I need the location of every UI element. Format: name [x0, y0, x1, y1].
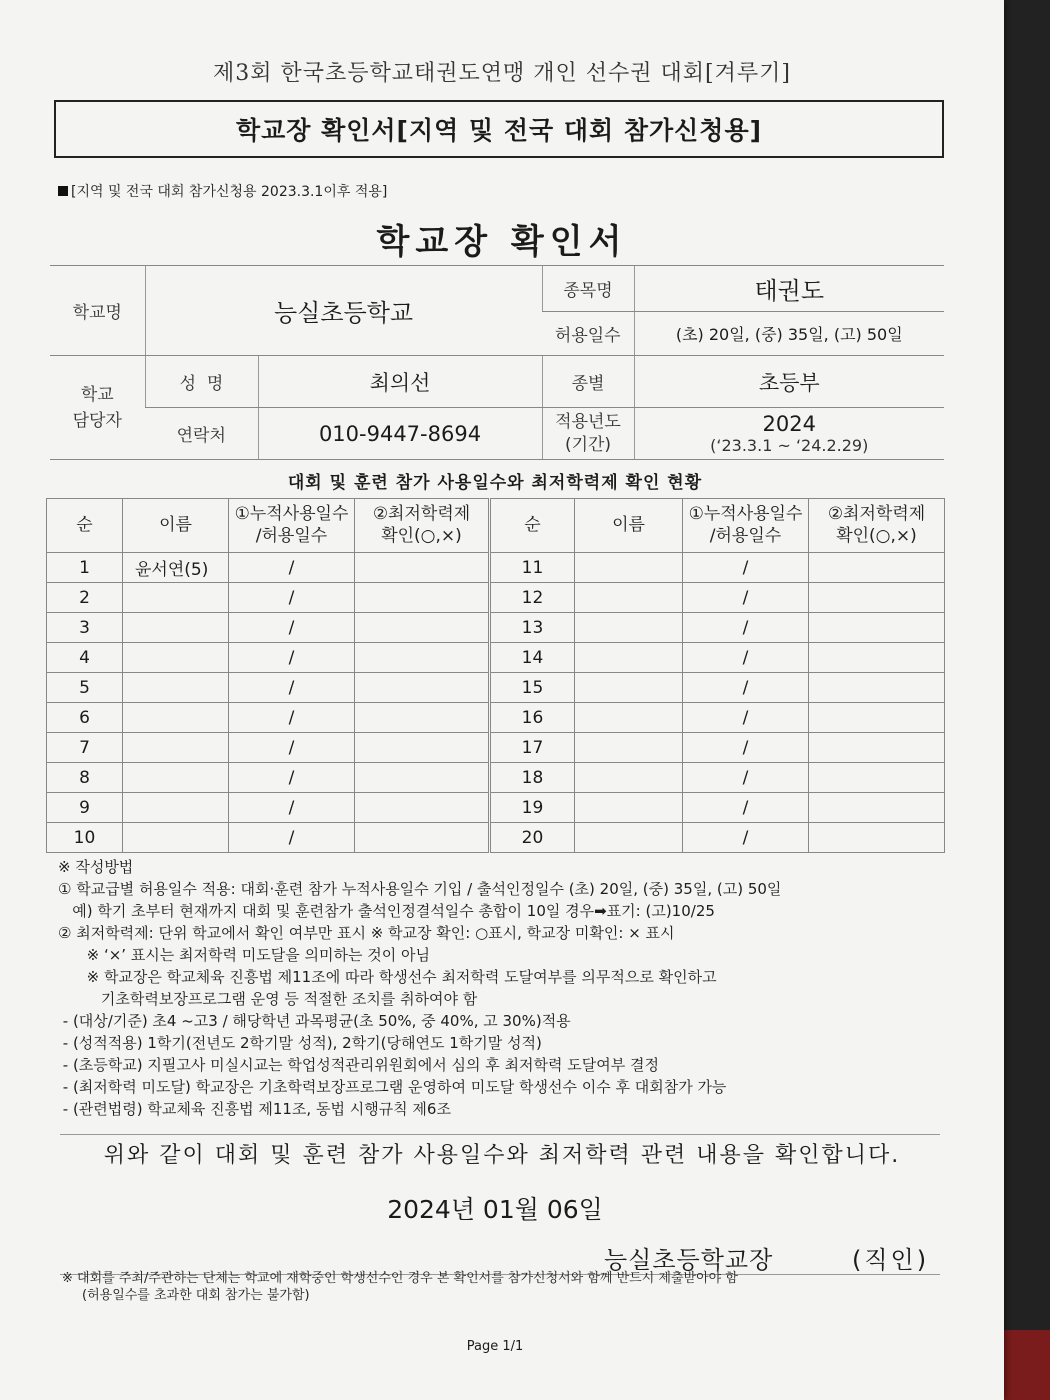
name-value: 최의선 — [258, 356, 542, 408]
method-line: 기초학력보장프로그램 운영 등 적절한 조치를 취하여야 함 — [58, 990, 478, 1008]
table-row — [47, 793, 489, 823]
row-number: 10 — [47, 823, 123, 853]
row-number: 13 — [491, 613, 575, 643]
principal-name: 능실초등학교장 — [604, 1246, 774, 1274]
row-name — [575, 763, 683, 793]
method-line: - (초등학교) 지필고사 미실시교는 학업성적관리위원회에서 심의 후 최저학력 도달여부 결정 — [58, 1056, 659, 1074]
row-name — [575, 583, 683, 613]
event-value: 태권도 — [634, 266, 944, 312]
allowed-days-label: 허용일수 — [542, 312, 634, 356]
row-days: / — [229, 583, 355, 613]
row-name — [575, 733, 683, 763]
row-min-check — [355, 643, 489, 673]
table-row — [47, 583, 489, 613]
row-min-check — [355, 613, 489, 643]
row-min-check — [355, 673, 489, 703]
col-name: 이름 — [575, 499, 683, 553]
info-table — [50, 265, 944, 460]
col-no: 순 — [491, 499, 575, 553]
row-number: 3 — [47, 613, 123, 643]
row-days: / — [229, 613, 355, 643]
row-days: / — [229, 643, 355, 673]
table-row — [47, 613, 489, 643]
table-row — [47, 673, 489, 703]
row-number: 7 — [47, 733, 123, 763]
roster-table-right — [490, 498, 945, 853]
contact-value: 010-9447-8694 — [258, 408, 542, 460]
method-line: - (최저학력 미도달) 학교장은 기초학력보장프로그램 운영하여 미도달 학생선수 이수 후 대회참가 가능 — [58, 1078, 727, 1096]
table-row — [491, 673, 945, 703]
method-line: ① 학교급별 허용일수 적용: 대회·훈련 참가 누적사용일수 기입 / 출석인정일수 (초) 20일, (중) 35일, (고) 50일 — [58, 880, 782, 898]
row-name — [123, 733, 229, 763]
table-row — [491, 823, 945, 853]
divider — [60, 1134, 940, 1135]
confirm-text: 위와 같이 대회 및 훈련 참가 사용일수와 최저학력 관련 내용을 확인합니다. — [103, 1143, 901, 1168]
form-title: 학교장 확인서 — [376, 222, 628, 262]
row-min-check — [809, 583, 945, 613]
year-value: 2024 — [762, 412, 816, 436]
apply-note — [58, 181, 387, 201]
row-name: 윤서연(5) — [123, 553, 229, 583]
method-line: - (관련법령) 학교체육 진흥법 제11조, 동법 시행규칙 제6조 — [58, 1100, 451, 1118]
row-number: 11 — [491, 553, 575, 583]
row-min-check — [809, 673, 945, 703]
table-row — [491, 583, 945, 613]
row-number: 17 — [491, 733, 575, 763]
row-days: / — [229, 673, 355, 703]
category-value: 초등부 — [634, 356, 944, 408]
row-days: / — [683, 553, 809, 583]
row-name — [123, 613, 229, 643]
row-days: / — [683, 643, 809, 673]
row-number: 8 — [47, 763, 123, 793]
row-min-check — [809, 553, 945, 583]
row-number: 15 — [491, 673, 575, 703]
roster-title: 대회 및 훈련 참가 사용일수와 최저학력제 확인 현황 — [287, 473, 703, 493]
table-row — [47, 763, 489, 793]
contact-label: 연락처 — [145, 408, 258, 460]
row-min-check — [355, 823, 489, 853]
row-name — [123, 703, 229, 733]
row-days: / — [229, 823, 355, 853]
row-min-check — [809, 763, 945, 793]
footnote-line: (허용일수를 초과한 대회 참가는 불가함) — [82, 1288, 310, 1303]
seal-label: (직인) — [852, 1246, 930, 1274]
row-number: 20 — [491, 823, 575, 853]
row-name — [123, 823, 229, 853]
square-bullet-icon — [58, 186, 68, 196]
name-label: 성 명 — [145, 356, 258, 408]
table-row — [491, 733, 945, 763]
row-days: / — [229, 553, 355, 583]
apply-note-text: [지역 및 전국 대회 참가신청용 2023.3.1이후 적용] — [71, 184, 388, 200]
allowed-days-value: (초) 20일, (중) 35일, (고) 50일 — [634, 312, 944, 356]
row-name — [123, 643, 229, 673]
row-min-check — [809, 733, 945, 763]
table-row — [491, 643, 945, 673]
row-min-check — [809, 793, 945, 823]
row-name — [575, 553, 683, 583]
row-days: / — [683, 613, 809, 643]
method-line: - (성적적용) 1학기(전년도 2학기말 성적), 2학기(당해연도 1학기말 성적) — [58, 1034, 542, 1052]
row-number: 12 — [491, 583, 575, 613]
row-days: / — [683, 823, 809, 853]
category-label: 종별 — [542, 356, 634, 408]
row-number: 6 — [47, 703, 123, 733]
table-row — [491, 793, 945, 823]
col-name: 이름 — [123, 499, 229, 553]
row-number: 2 — [47, 583, 123, 613]
method-line: ② 최저학력제: 단위 학교에서 확인 여부만 표시 ※ 학교장 확인: ○표시, 학교장 미확인: × 표시 — [58, 924, 675, 942]
table-row — [47, 643, 489, 673]
event-title: 제3회 한국초등학교태권도연맹 개인 선수권 대회[겨루기] — [213, 61, 791, 86]
boxed-title: 학교장 확인서[지역 및 전국 대회 참가신청용] — [54, 100, 944, 158]
row-min-check — [355, 763, 489, 793]
school-value: 능실초등학교 — [145, 266, 542, 356]
row-days: / — [229, 793, 355, 823]
row-name — [575, 823, 683, 853]
row-days: / — [683, 733, 809, 763]
row-number: 16 — [491, 703, 575, 733]
row-days: / — [229, 703, 355, 733]
col-min: ②최저학력제 확인(○,×) — [809, 499, 945, 553]
row-days: / — [683, 583, 809, 613]
method-line: ※ 학교장은 학교체육 진흥법 제11조에 따라 학생선수 최저학력 도달여부를 의무적으로 확인하고 — [58, 968, 717, 986]
row-name — [575, 673, 683, 703]
table-row — [47, 553, 489, 583]
year-label: 적용년도 (기간) — [542, 408, 634, 460]
row-days: / — [683, 793, 809, 823]
row-days: / — [683, 703, 809, 733]
col-min: ②최저학력제 확인(○,×) — [355, 499, 489, 553]
row-min-check — [355, 733, 489, 763]
row-min-check — [809, 643, 945, 673]
method-line: - (대상/기준) 초4 ~고3 / 해당학년 과목평균(초 50%, 중 40%, 고 30%)적용 — [58, 1012, 571, 1030]
footnote-line: ※ 대회를 주최/주관하는 단체는 학교에 재학중인 학생선수인 경우 본 확인서를 참가신청서와 함께 반드시 제출받아야 함 — [62, 1271, 738, 1286]
row-number: 4 — [47, 643, 123, 673]
table-row — [491, 553, 945, 583]
row-days: / — [229, 733, 355, 763]
row-min-check — [355, 793, 489, 823]
event-label: 종목명 — [542, 266, 634, 312]
table-row — [491, 763, 945, 793]
table-row — [47, 733, 489, 763]
row-number: 14 — [491, 643, 575, 673]
method-line: ※ ‘×’ 표시는 최저학력 미도달을 의미하는 것이 아님 — [58, 946, 430, 964]
roster-table-left — [46, 498, 489, 853]
page-number: Page 1/1 — [466, 1339, 524, 1354]
background-edge — [1004, 0, 1050, 1400]
table-row — [47, 823, 489, 853]
table-row — [491, 703, 945, 733]
row-min-check — [355, 553, 489, 583]
table-row — [491, 613, 945, 643]
row-name — [575, 613, 683, 643]
row-min-check — [809, 703, 945, 733]
row-number: 9 — [47, 793, 123, 823]
row-name — [575, 703, 683, 733]
row-number: 1 — [47, 553, 123, 583]
row-name — [123, 763, 229, 793]
col-no: 순 — [47, 499, 123, 553]
row-min-check — [355, 583, 489, 613]
row-min-check — [355, 703, 489, 733]
row-name — [575, 643, 683, 673]
row-name — [123, 673, 229, 703]
method-heading: ※ 작성방법 — [58, 858, 134, 876]
writing-method — [58, 856, 958, 1120]
row-number: 5 — [47, 673, 123, 703]
table-row — [47, 703, 489, 733]
footnote — [62, 1270, 942, 1304]
row-number: 18 — [491, 763, 575, 793]
year-period: (‘23.3.1 ~ ‘24.2.29) — [710, 436, 869, 455]
row-min-check — [809, 613, 945, 643]
method-line: 예) 학기 초부터 현재까지 대회 및 훈련참가 출석인정결석일수 총합이 10일 경우➡표기: (고)10/25 — [58, 902, 715, 920]
confirm-date: 2024년 01월 06일 — [387, 1195, 603, 1224]
col-days: ①누적사용일수 /허용일수 — [683, 499, 809, 553]
row-min-check — [809, 823, 945, 853]
row-days: / — [683, 673, 809, 703]
row-name — [575, 793, 683, 823]
manager-label: 학교 담당자 — [50, 356, 145, 460]
school-label: 학교명 — [50, 266, 145, 356]
row-days: / — [229, 763, 355, 793]
row-name — [123, 583, 229, 613]
row-name — [123, 793, 229, 823]
col-days: ①누적사용일수 /허용일수 — [229, 499, 355, 553]
row-number: 19 — [491, 793, 575, 823]
row-days: / — [683, 763, 809, 793]
year-cell — [634, 408, 944, 460]
